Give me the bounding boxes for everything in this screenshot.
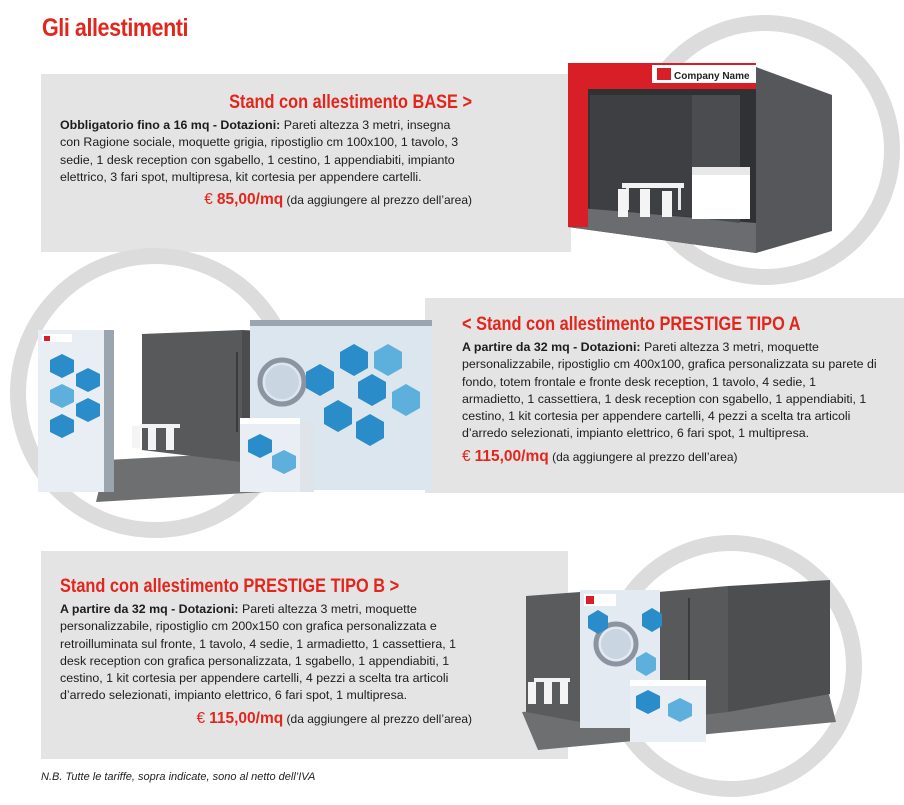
prestige-b-price-amount: 115,00/mq: [209, 709, 284, 727]
prestige-a-price-amount: 115,00/mq: [474, 447, 549, 465]
prestige-b-currency: €: [196, 709, 206, 727]
base-stand-description: [60, 117, 472, 186]
prestige-a-stand-block: [462, 314, 878, 466]
prestige-a-stand-description: [462, 339, 878, 443]
prestige-b-stand-image: [518, 572, 838, 750]
company-sign-text: Company Name: [674, 71, 750, 82]
vat-note: N.B. Tutte le tariffe, sopra indicate, sono al netto dell’IVA: [41, 771, 316, 783]
prestige-b-stand-heading[interactable]: Stand con allestimento PRESTIGE TIPO B >: [60, 576, 400, 597]
prestige-b-stand-intro: A partire da 32 mq - Dotazioni:: [60, 602, 239, 616]
prestige-b-price-note: (da aggiungere al prezzo dell’area): [286, 711, 472, 726]
prestige-b-stand-price: [60, 710, 472, 728]
base-price-amount: 85,00/mq: [216, 191, 284, 209]
base-currency: €: [204, 191, 213, 209]
prestige-a-currency: €: [462, 447, 471, 465]
prestige-a-stand-intro: A partire da 32 mq - Dotazioni:: [462, 340, 641, 354]
prestige-a-stand-image: [36, 312, 432, 514]
base-price-note: (da aggiungere al prezzo dell’area): [286, 193, 472, 208]
base-stand-price: [60, 191, 472, 209]
prestige-a-stand-body: Pareti altezza 3 metri, moquette personalizzabile, ripostiglio cm 400x100, grafica personalizzata su parete di fondo, totem frontale e fronte desk reception, 1 tavolo, 4 sedie, 1 armadietto, 1 cassettiera, 1 desk reception con sgabello, 1 appendiabiti, 1 cestino, 1 kit cortesia per appendere cartelli, 4 pezzi a scelta tra articoli d’arredo selezionati, impianto elettrico, 6 fari spot, 1 multipresa.: [462, 340, 877, 441]
base-stand-block: [60, 92, 472, 209]
base-stand-intro: Obbligatorio fino a 16 mq - Dotazioni:: [60, 118, 281, 132]
base-stand-heading[interactable]: Stand con allestimento BASE >: [229, 92, 472, 113]
base-stand-image: [560, 55, 840, 255]
prestige-a-price-note: (da aggiungere al prezzo dell’area): [552, 449, 738, 464]
base-stand-body: Pareti altezza 3 metri, insegna con Ragione sociale, moquette grigia, ripostiglio cm 100x100, 1 tavolo, 3 sedie, 1 desk reception con sgabello, 1 cestino, 1 appendiabiti, impianto elettrico, 3 fari spot, multipresa, kit cortesia per appendere cartelli.: [60, 118, 459, 184]
prestige-b-stand-description: [60, 601, 472, 705]
page-title: Gli allestimenti: [42, 14, 189, 42]
prestige-b-stand-block: [60, 576, 472, 728]
prestige-a-stand-price: [462, 448, 878, 466]
prestige-a-stand-heading[interactable]: < Stand con allestimento PRESTIGE TIPO A: [462, 314, 801, 335]
prestige-b-stand-body: Pareti altezza 3 metri, moquette personalizzabile, ripostiglio cm 200x150 con grafica personalizzata e retroilluminata sul fronte, 1 tavolo, 4 sedie, 1 armadietto, 1 cassettiera, 1 desk reception con grafica personalizzata, 1 sgabello, 1 appendiabiti, 1 cestino, 1 kit cortesia per appendere cartelli, 4 pezzi a scelta tra articoli d’arredo selezionati, impianto elettrico, 6 fari spot, 1 multipresa.: [60, 602, 457, 703]
